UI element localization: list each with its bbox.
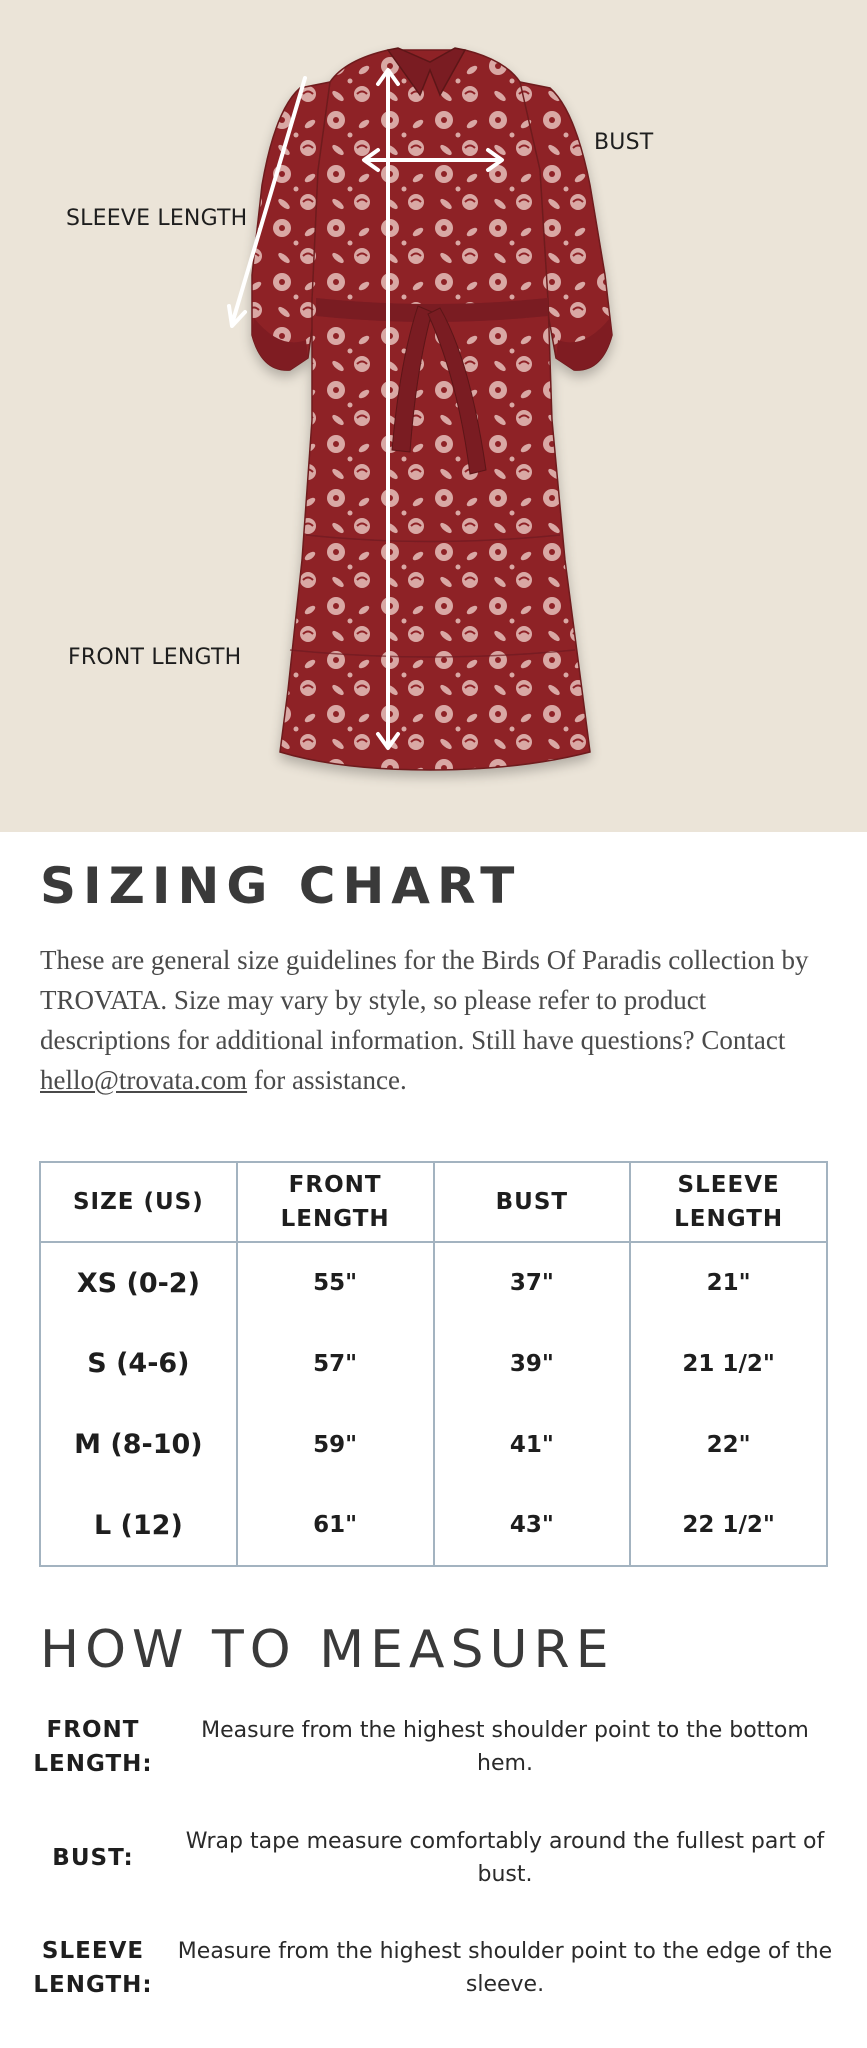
intro-text-before: These are general size guidelines for the Birds Of Paradis collection by TROVATA. Size may vary by style, so please refer to product descriptions for additional information. Still have questions? Contact (40, 945, 809, 1055)
howto-item-bust (30, 1813, 840, 1903)
sleeve-length-cell: 22 1/2" (630, 1485, 827, 1566)
size-cell: M (8-10) (40, 1404, 237, 1485)
front-length-cell: 61" (237, 1485, 434, 1566)
header-front-length: FRONT LENGTH (237, 1162, 434, 1242)
size-cell: S (4-6) (40, 1323, 237, 1404)
front-length-cell: 57" (237, 1323, 434, 1404)
bust-cell: 37" (434, 1242, 631, 1323)
sizing-chart-title: SIZING CHART (40, 857, 522, 915)
bust-cell: 41" (434, 1404, 631, 1485)
how-to-measure-title: HOW TO MEASURE (40, 1620, 615, 1680)
size-cell: XS (0-2) (40, 1242, 237, 1323)
howto-description: Wrap tape measure comfortably around the fullest part of bust. (185, 1829, 825, 1887)
dress-illustration (0, 0, 867, 832)
sleeve-length-cell: 21" (630, 1242, 827, 1323)
intro-text-after: for assistance. (247, 1065, 407, 1095)
table-row (40, 1323, 827, 1404)
contact-email-link[interactable]: hello@trovata.com (40, 1065, 248, 1095)
header-bust: BUST (434, 1162, 631, 1242)
front-length-label: FRONT LENGTH (68, 645, 242, 670)
size-chart-table (39, 1161, 828, 1567)
howto-item-sleeve-length (30, 1923, 840, 2013)
howto-term: BUST: (52, 1845, 134, 1871)
sleeve-length-label: SLEEVE LENGTH (66, 206, 248, 231)
howto-description: Measure from the highest shoulder point to the bottom hem. (201, 1718, 809, 1776)
table-row (40, 1485, 827, 1566)
front-length-cell: 59" (237, 1404, 434, 1485)
front-length-cell: 55" (237, 1242, 434, 1323)
howto-description: Measure from the highest shoulder point to the edge of the sleeve. (177, 1939, 833, 1997)
bust-cell: 43" (434, 1485, 631, 1566)
bust-label: BUST (594, 130, 654, 155)
howto-term: FRONT LENGTH: (33, 1717, 153, 1777)
howto-term: SLEEVE LENGTH: (33, 1938, 153, 1998)
header-sleeve-length: SLEEVE LENGTH (630, 1162, 827, 1242)
howto-item-front-length (30, 1702, 840, 1792)
header-size: SIZE (US) (40, 1162, 237, 1242)
sleeve-length-cell: 22" (630, 1404, 827, 1485)
table-header-row (40, 1162, 827, 1242)
table-row (40, 1242, 827, 1323)
sleeve-length-cell: 21 1/2" (630, 1323, 827, 1404)
sizing-intro-text (40, 940, 840, 1100)
size-cell: L (12) (40, 1485, 237, 1566)
dress-measurement-diagram (0, 0, 867, 832)
bust-cell: 39" (434, 1323, 631, 1404)
table-row (40, 1404, 827, 1485)
